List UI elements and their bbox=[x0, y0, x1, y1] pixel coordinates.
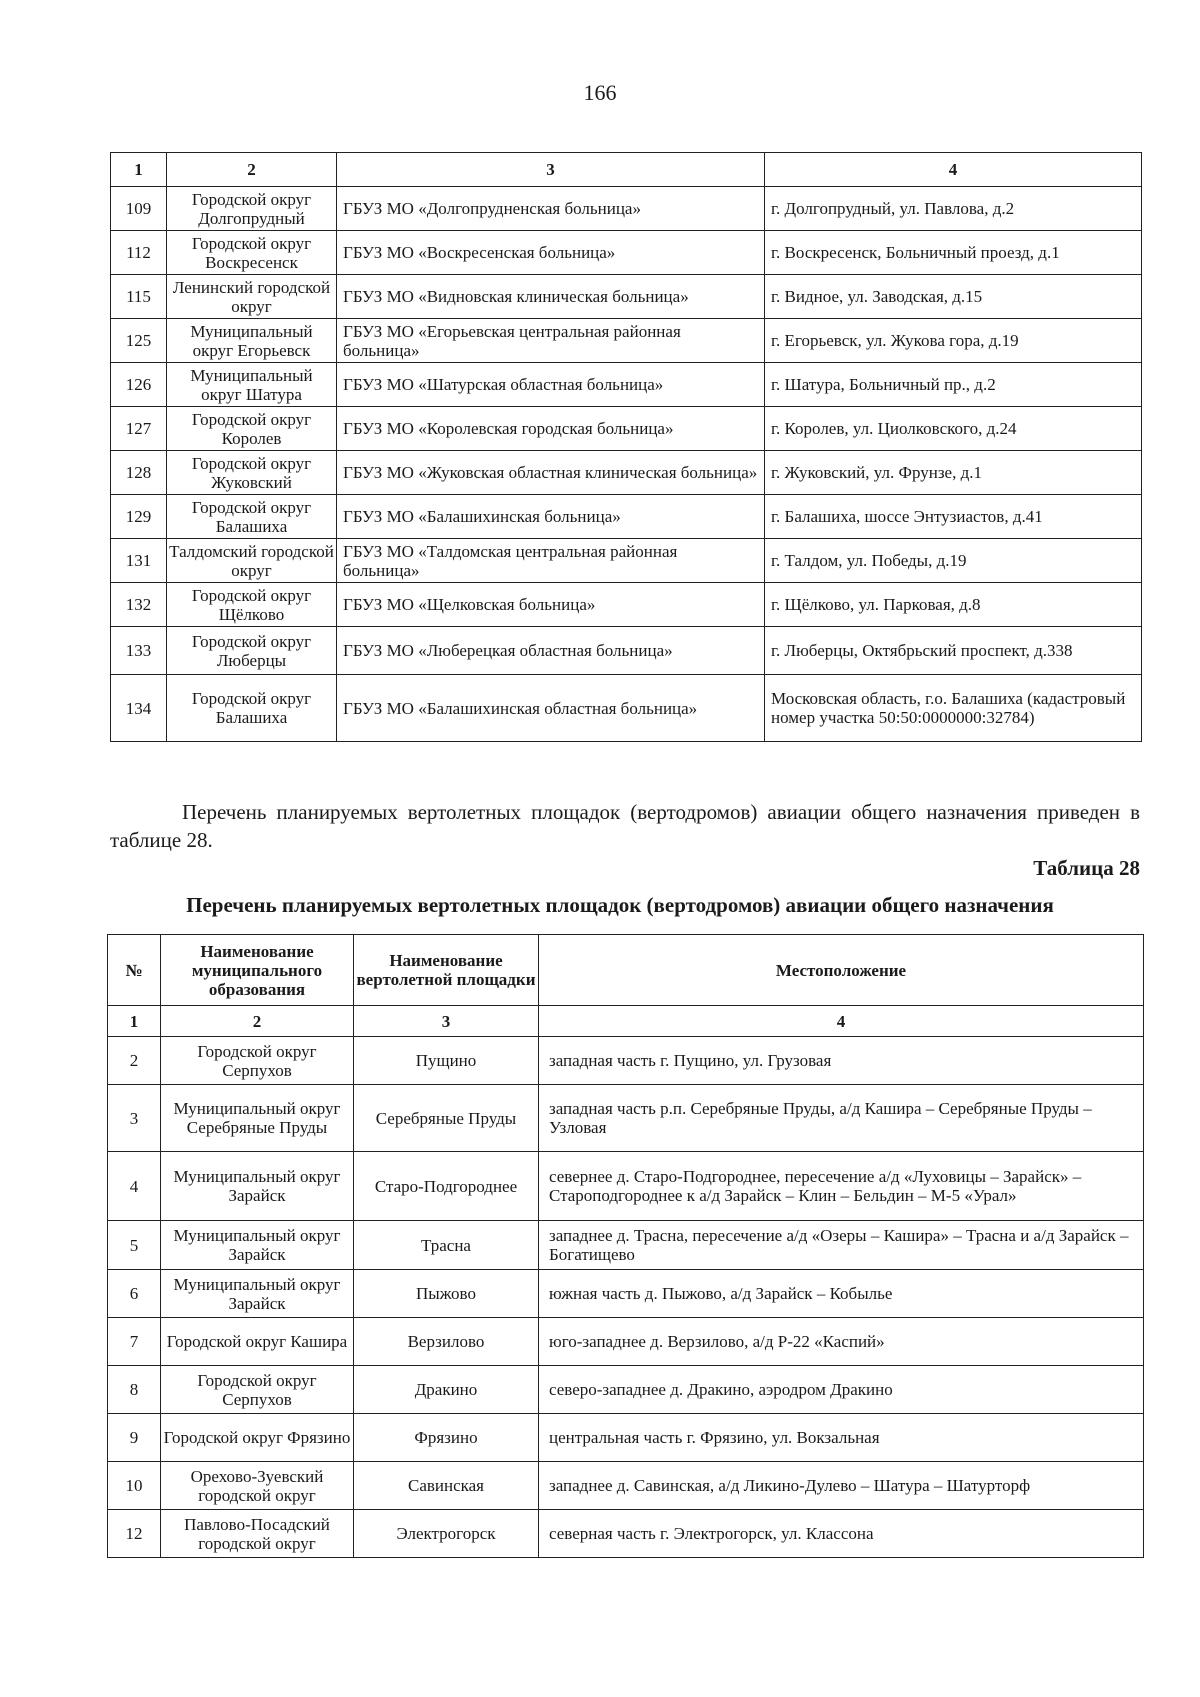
table-row bbox=[111, 495, 1142, 539]
helipad-name-cell: Верзилово bbox=[354, 1318, 539, 1366]
organization-cell: ГБУЗ МО «Егорьевская центральная районная больница» bbox=[337, 319, 765, 363]
row-number: 128 bbox=[111, 451, 167, 495]
column-number-row bbox=[108, 1006, 1144, 1037]
municipality-cell: Городской округ Щёлково bbox=[167, 583, 337, 627]
helipad-name-cell: Серебряные Пруды bbox=[354, 1085, 539, 1152]
table-row bbox=[108, 1270, 1144, 1318]
municipality-cell: Городской округ Долгопрудный bbox=[167, 187, 337, 231]
organization-cell: ГБУЗ МО «Долгопрудненская больница» bbox=[337, 187, 765, 231]
row-number: 5 bbox=[108, 1221, 161, 1270]
intro-paragraph: Перечень планируемых вертолетных площадок (вертодромов) авиации общего назначения приведен в таблице 28. bbox=[110, 800, 1140, 852]
organization-cell: ГБУЗ МО «Щелковская больница» bbox=[337, 583, 765, 627]
table-row bbox=[111, 407, 1142, 451]
municipality-cell: Талдомский городской округ bbox=[167, 539, 337, 583]
organization-cell: ГБУЗ МО «Королевская городская больница» bbox=[337, 407, 765, 451]
location-cell: северо-западнее д. Дракино, аэродром Дракино bbox=[539, 1366, 1144, 1414]
table-title: Перечень планируемых вертолетных площадок (вертодромов) авиации общего назначения bbox=[186, 893, 1054, 917]
row-number: 12 bbox=[108, 1510, 161, 1558]
municipality-cell: Муниципальный округ Зарайск bbox=[161, 1270, 354, 1318]
table-row bbox=[108, 1037, 1144, 1085]
municipality-cell: Муниципальный округ Зарайск bbox=[161, 1221, 354, 1270]
column-header: 1 bbox=[111, 153, 167, 187]
column-number: 2 bbox=[161, 1006, 354, 1037]
row-number: 8 bbox=[108, 1366, 161, 1414]
row-number: 6 bbox=[108, 1270, 161, 1318]
address-cell: г. Шатура, Больничный пр., д.2 bbox=[765, 363, 1142, 407]
address-cell: г. Воскресенск, Больничный проезд, д.1 bbox=[765, 231, 1142, 275]
address-cell: г. Щёлково, ул. Парковая, д.8 bbox=[765, 583, 1142, 627]
municipality-cell: Городской округ Серпухов bbox=[161, 1366, 354, 1414]
table-label: Таблица 28 bbox=[1033, 856, 1140, 880]
column-header: 4 bbox=[765, 153, 1142, 187]
location-cell: юго-западнее д. Верзилово, а/д Р-22 «Каспий» bbox=[539, 1318, 1144, 1366]
table-row bbox=[111, 275, 1142, 319]
address-cell: г. Люберцы, Октябрьский проспект, д.338 bbox=[765, 627, 1142, 675]
table-row bbox=[111, 319, 1142, 363]
helipad-name-cell: Пущино bbox=[354, 1037, 539, 1085]
column-header: Наименование муниципального образования bbox=[161, 935, 354, 1006]
location-cell: центральная часть г. Фрязино, ул. Вокзальная bbox=[539, 1414, 1144, 1462]
address-cell: г. Талдом, ул. Победы, д.19 bbox=[765, 539, 1142, 583]
location-cell: западнее д. Трасна, пересечение а/д «Озеры – Кашира» – Трасна и а/д Зарайск – Богатищево bbox=[539, 1221, 1144, 1270]
row-number: 9 bbox=[108, 1414, 161, 1462]
column-number: 4 bbox=[539, 1006, 1144, 1037]
column-header: 2 bbox=[167, 153, 337, 187]
address-cell: Московская область, г.о. Балашиха (кадастровый номер участка 50:50:0000000:32784) bbox=[765, 675, 1142, 742]
address-cell: г. Королев, ул. Циолковского, д.24 bbox=[765, 407, 1142, 451]
municipality-cell: Муниципальный округ Зарайск bbox=[161, 1152, 354, 1221]
address-cell: г. Долгопрудный, ул. Павлова, д.2 bbox=[765, 187, 1142, 231]
table-row bbox=[111, 187, 1142, 231]
helipad-name-cell: Савинская bbox=[354, 1462, 539, 1510]
row-number: 129 bbox=[111, 495, 167, 539]
address-cell: г. Балашиха, шоссе Энтузиастов, д.41 bbox=[765, 495, 1142, 539]
table-row bbox=[108, 1318, 1144, 1366]
helipads-table bbox=[107, 934, 1144, 1558]
table-row bbox=[108, 1152, 1144, 1221]
municipality-cell: Ленинский городской округ bbox=[167, 275, 337, 319]
row-number: 132 bbox=[111, 583, 167, 627]
table-row bbox=[108, 1462, 1144, 1510]
table-row bbox=[108, 1366, 1144, 1414]
helipad-name-cell: Фрязино bbox=[354, 1414, 539, 1462]
organization-cell: ГБУЗ МО «Балашихинская областная больница» bbox=[337, 675, 765, 742]
organization-cell: ГБУЗ МО «Шатурская областная больница» bbox=[337, 363, 765, 407]
address-cell: г. Видное, ул. Заводская, д.15 bbox=[765, 275, 1142, 319]
table-row bbox=[111, 451, 1142, 495]
hospitals-table bbox=[110, 152, 1142, 742]
municipality-cell: Городской округ Воскресенск bbox=[167, 231, 337, 275]
column-number: 1 bbox=[108, 1006, 161, 1037]
column-header: Наименование вертолетной площадки bbox=[354, 935, 539, 1006]
row-number: 109 bbox=[111, 187, 167, 231]
address-cell: г. Егорьевск, ул. Жукова гора, д.19 bbox=[765, 319, 1142, 363]
column-number: 3 bbox=[354, 1006, 539, 1037]
municipality-cell: Муниципальный округ Егорьевск bbox=[167, 319, 337, 363]
column-header: Местоположение bbox=[539, 935, 1144, 1006]
location-cell: южная часть д. Пыжово, а/д Зарайск – Кобылье bbox=[539, 1270, 1144, 1318]
helipad-name-cell: Дракино bbox=[354, 1366, 539, 1414]
row-number: 3 bbox=[108, 1085, 161, 1152]
municipality-cell: Муниципальный округ Серебряные Пруды bbox=[161, 1085, 354, 1152]
page-number: 166 bbox=[583, 80, 617, 105]
column-header: № bbox=[108, 935, 161, 1006]
table-row bbox=[111, 675, 1142, 742]
row-number: 126 bbox=[111, 363, 167, 407]
row-number: 112 bbox=[111, 231, 167, 275]
municipality-cell: Павлово-Посадский городской округ bbox=[161, 1510, 354, 1558]
helipad-name-cell: Старо-Подгороднее bbox=[354, 1152, 539, 1221]
municipality-cell: Городской округ Жуковский bbox=[167, 451, 337, 495]
municipality-cell: Городской округ Кашира bbox=[161, 1318, 354, 1366]
municipality-cell: Городской округ Балашиха bbox=[167, 495, 337, 539]
row-number: 7 bbox=[108, 1318, 161, 1366]
location-cell: северная часть г. Электрогорск, ул. Классона bbox=[539, 1510, 1144, 1558]
organization-cell: ГБУЗ МО «Жуковская областная клиническая больница» bbox=[337, 451, 765, 495]
row-number: 2 bbox=[108, 1037, 161, 1085]
row-number: 125 bbox=[111, 319, 167, 363]
municipality-cell: Городской округ Фрязино bbox=[161, 1414, 354, 1462]
helipad-name-cell: Электрогорск bbox=[354, 1510, 539, 1558]
row-number: 131 bbox=[111, 539, 167, 583]
municipality-cell: Орехово-Зуевский городской округ bbox=[161, 1462, 354, 1510]
address-cell: г. Жуковский, ул. Фрунзе, д.1 bbox=[765, 451, 1142, 495]
municipality-cell: Городской округ Люберцы bbox=[167, 627, 337, 675]
table-row bbox=[111, 363, 1142, 407]
organization-cell: ГБУЗ МО «Люберецкая областная больница» bbox=[337, 627, 765, 675]
municipality-cell: Муниципальный округ Шатура bbox=[167, 363, 337, 407]
table-row bbox=[111, 539, 1142, 583]
organization-cell: ГБУЗ МО «Талдомская центральная районная больница» bbox=[337, 539, 765, 583]
table-row bbox=[108, 1221, 1144, 1270]
municipality-cell: Городской округ Королев bbox=[167, 407, 337, 451]
organization-cell: ГБУЗ МО «Видновская клиническая больница» bbox=[337, 275, 765, 319]
table-row bbox=[108, 1414, 1144, 1462]
location-cell: западнее д. Савинская, а/д Ликино-Дулево – Шатура – Шатурторф bbox=[539, 1462, 1144, 1510]
location-cell: севернее д. Старо-Подгороднее, пересечение а/д «Луховицы – Зарайск» – Староподгороднее к а/д Зарайск – Клин – Бельдин – М-5 «Урал» bbox=[539, 1152, 1144, 1221]
row-number: 133 bbox=[111, 627, 167, 675]
table-row bbox=[111, 583, 1142, 627]
municipality-cell: Городской округ Серпухов bbox=[161, 1037, 354, 1085]
row-number: 10 bbox=[108, 1462, 161, 1510]
row-number: 134 bbox=[111, 675, 167, 742]
organization-cell: ГБУЗ МО «Воскресенская больница» bbox=[337, 231, 765, 275]
row-number: 127 bbox=[111, 407, 167, 451]
row-number: 115 bbox=[111, 275, 167, 319]
table-row bbox=[108, 1510, 1144, 1558]
table-header-row bbox=[111, 153, 1142, 187]
location-cell: западная часть р.п. Серебряные Пруды, а/д Кашира – Серебряные Пруды – Узловая bbox=[539, 1085, 1144, 1152]
location-cell: западная часть г. Пущино, ул. Грузовая bbox=[539, 1037, 1144, 1085]
row-number: 4 bbox=[108, 1152, 161, 1221]
helipad-name-cell: Трасна bbox=[354, 1221, 539, 1270]
table-row bbox=[111, 231, 1142, 275]
table-row bbox=[108, 1085, 1144, 1152]
municipality-cell: Городской округ Балашиха bbox=[167, 675, 337, 742]
helipad-name-cell: Пыжово bbox=[354, 1270, 539, 1318]
table-header-row bbox=[108, 935, 1144, 1006]
column-header: 3 bbox=[337, 153, 765, 187]
organization-cell: ГБУЗ МО «Балашихинская больница» bbox=[337, 495, 765, 539]
table-row bbox=[111, 627, 1142, 675]
